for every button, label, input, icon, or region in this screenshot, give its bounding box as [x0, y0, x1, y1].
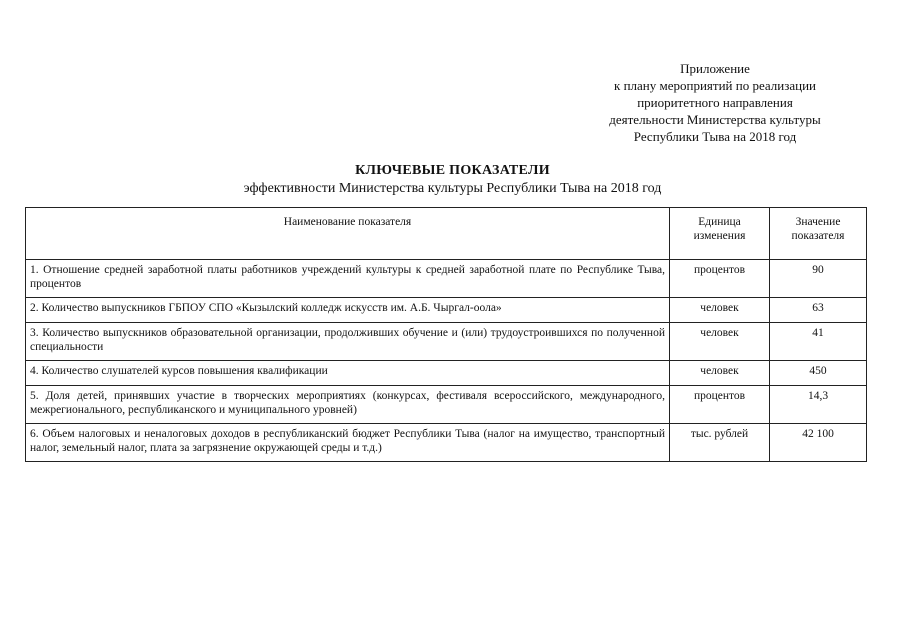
table-row [26, 260, 867, 298]
indicator-value: 41 [770, 323, 867, 361]
indicator-value: 14,3 [770, 386, 867, 424]
indicators-table [25, 207, 867, 462]
header-value: Значение показателя [770, 208, 867, 260]
indicator-unit: процентов [670, 386, 770, 424]
indicator-unit: человек [670, 298, 770, 323]
appendix-line: Республики Тыва на 2018 год [633, 129, 797, 144]
header-unit: Единица изменения [670, 208, 770, 260]
indicator-unit: тыс. рублей [670, 424, 770, 462]
indicator-name: 1. Отношение средней заработной платы работников учреждений культуры к средней заработной плате по Республике Тыва, процентов [26, 260, 670, 298]
appendix-note [585, 60, 845, 145]
indicator-value: 90 [770, 260, 867, 298]
indicator-unit: человек [670, 361, 770, 386]
appendix-line: к плану мероприятий по реализации [614, 78, 816, 93]
document-title: КЛЮЧЕВЫЕ ПОКАЗАТЕЛИ [355, 163, 550, 178]
table-row [26, 386, 867, 424]
indicator-name: 2. Количество выпускников ГБПОУ СПО «Кызылский колледж искусств им. А.Б. Чыргал-оола» [26, 298, 670, 323]
indicator-value: 42 100 [770, 424, 867, 462]
table-row [26, 323, 867, 361]
table-row [26, 424, 867, 462]
table-header-row [26, 208, 867, 260]
indicator-value: 450 [770, 361, 867, 386]
table-row [26, 361, 867, 386]
appendix-line: приоритетного направления [637, 95, 793, 110]
indicator-name: 6. Объем налоговых и неналоговых доходов в республиканский бюджет Республики Тыва (налог на имущество, транспортный налог, земельный налог, плата за загрязнение окружающей среды и т.д.) [26, 424, 670, 462]
indicator-unit: человек [670, 323, 770, 361]
table-row [26, 298, 867, 323]
document-subtitle: эффективности Министерства культуры Республики Тыва на 2018 год [243, 181, 662, 196]
indicator-name: 3. Количество выпускников образовательной организации, продолживших обучение и (или) трудоустроившихся по полученной специальности [26, 323, 670, 361]
indicator-name: 5. Доля детей, принявших участие в творческих мероприятиях (конкурсах, фестиваля всероссийского, международного, межрегионального, республиканского и муниципального уровней) [26, 386, 670, 424]
appendix-line: деятельности Министерства культуры [609, 112, 821, 127]
header-indicator-name: Наименование показателя [26, 208, 670, 260]
indicator-unit: процентов [670, 260, 770, 298]
indicator-value: 63 [770, 298, 867, 323]
appendix-line: Приложение [680, 61, 750, 76]
indicator-name: 4. Количество слушателей курсов повышения квалификации [26, 361, 670, 386]
